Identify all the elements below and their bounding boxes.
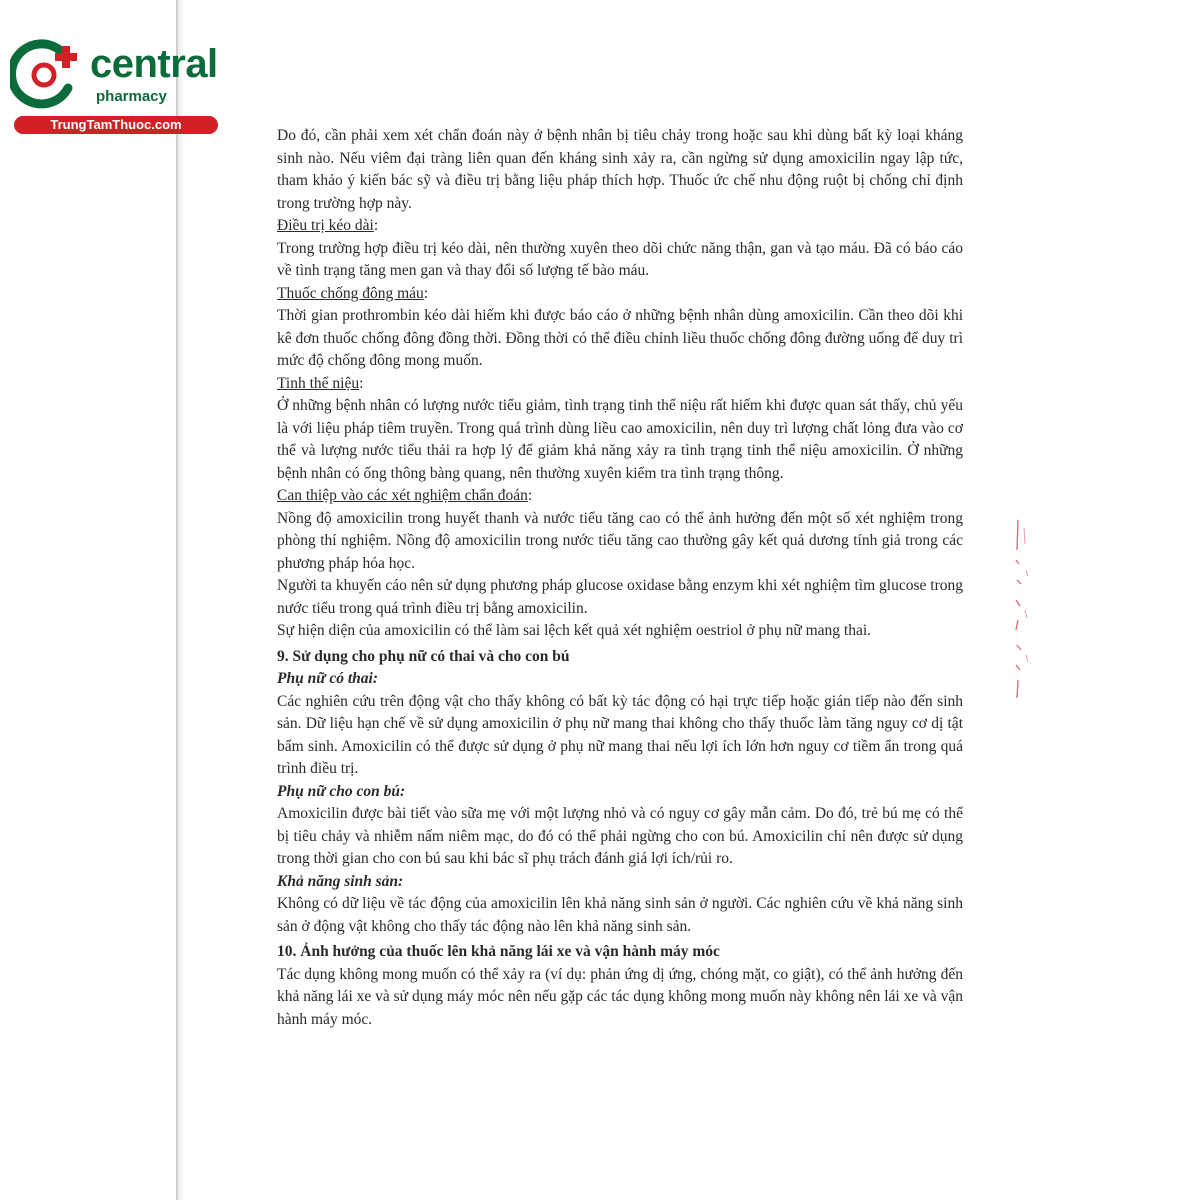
section-heading-crystalluria: Tinh thể niệu:	[277, 374, 364, 392]
central-pharmacy-logo-icon	[10, 38, 88, 110]
paragraph: Thời gian prothrombin kéo dài hiếm khi được báo cáo ở những bệnh nhân dùng amoxicilin. Cần theo dõi khi kê đơn thuốc chống đông đồng thời. Đồng thời có thể điều chỉnh liều thuốc chống đông đường uống để duy trì mức độ chống đông mong muốn.	[277, 307, 963, 369]
paragraph: Sự hiện diện của amoxicilin có thể làm sai lệch kết quả xét nghiệm oestriol ở phụ nữ mang thai.	[277, 622, 872, 639]
logo-subtitle: pharmacy	[96, 88, 167, 105]
logo-name: central	[90, 42, 218, 86]
paragraph: Trong trường hợp điều trị kéo dài, nên thường xuyên theo dõi chức năng thận, gan và tạo máu. Đã có báo cáo về tình trạng tăng men gan và thay đổi số lượng tế bào máu.	[277, 239, 963, 279]
scan-page-shadow	[178, 0, 184, 1200]
heading-text: Tinh thể niệu	[277, 374, 360, 392]
document-body	[277, 125, 963, 1031]
paragraph: Người ta khuyến cáo nên sử dụng phương pháp glucose oxidase bằng enzym khi xét nghiệm tìm glucose trong nước tiểu trong quá trình điều trị bằng amoxicilin.	[277, 577, 963, 617]
paragraph: Các nghiên cứu trên động vật cho thấy không có bất kỳ tác động có hại trực tiếp hoặc gián tiếp nào đến sinh sản. Dữ liệu hạn chế về sử dụng amoxicilin ở phụ nữ mang thai không cho thấy thuốc làm tăng nguy cơ dị tật bẩm sinh. Amoxicilin có thể được sử dụng ở phụ nữ mang thai nếu lợi ích lớn hơn nguy cơ tiềm ẩn trong quá trình điều trị.	[277, 692, 963, 777]
section-heading-anticoagulants: Thuốc chống đông máu:	[277, 284, 429, 302]
paragraph: Amoxicilin được bài tiết vào sữa mẹ với một lượng nhỏ và có nguy cơ gây mẫn cảm. Do đó, trẻ bú mẹ có thể bị tiêu chảy và nhiễm nấm niêm mạc, do đó có thể phải ngừng cho con bú. Amoxicilin chỉ nên được sử dụng trong thời gian cho con bú sau khi bác sĩ phụ trách đánh giá lợi ích/rủi ro.	[277, 805, 963, 867]
red-stamp-mark	[1012, 520, 1034, 700]
heading-text: Can thiệp vào các xét nghiệm chẩn đoán	[277, 487, 528, 504]
logo-website: TrungTamThuoc.com	[14, 116, 218, 134]
paragraph: Nồng độ amoxicilin trong huyết thanh và nước tiểu tăng cao có thể ảnh hưởng đến một số xét nghiệm trong phòng thí nghiệm. Nồng độ amoxicilin trong nước tiểu tăng cao thường gây kết quả dương tính giả trong các phương pháp hóa học.	[277, 509, 963, 572]
paragraph: Do đó, cần phải xem xét chẩn đoán này ở bệnh nhân bị tiêu chảy trong hoặc sau khi dùng bất kỳ loại kháng sinh nào. Nếu viêm đại tràng liên quan đến kháng sinh xảy ra, cần ngừng sử dụng amoxicilin ngay lập tức, tham khảo ý kiến bác sỹ và điều trị bằng liệu pháp thích hợp. Thuốc ức chế nhu động ruột bị chống chỉ định trong trường hợp này.	[277, 127, 963, 212]
section-heading-lab-interference: Can thiệp vào các xét nghiệm chẩn đoán:	[277, 487, 533, 504]
heading-text: Thuốc chống đông máu	[277, 284, 424, 302]
heading-text: Điều trị kéo dài	[277, 217, 374, 234]
paragraph: Ở những bệnh nhân có lượng nước tiểu giảm, tình trạng tinh thể niệu rất hiếm khi được quan sát thấy, chủ yếu là với liệu pháp tiêm truyền. Trong quá trình dùng liều cao amoxicilin, nên duy trì lượng chất lỏng đưa vào cơ thể và lượng nước tiểu thải ra hợp lý để giảm khả năng xảy ra tình trạng tinh thể niệu amoxicilin. Ở những bệnh nhân có ống thông bàng quang, nên thường xuyên kiểm tra tình trạng thông.	[277, 397, 963, 482]
subheading-pregnancy: Phụ nữ có thai:	[277, 670, 379, 687]
subheading-breastfeeding: Phụ nữ cho con bú:	[277, 782, 406, 800]
paragraph: Không có dữ liệu về tác động của amoxicilin lên khả năng sinh sản ở người. Các nghiên cứu về khả năng sinh sản ở động vật không cho thấy tác động nào lên khả năng sinh sản.	[277, 895, 963, 935]
paragraph: Tác dụng không mong muốn có thể xảy ra (ví dụ: phản ứng dị ứng, chóng mặt, co giật), có thể ảnh hưởng đến khả năng lái xe và sử dụng máy móc nên nếu gặp các tác dụng không mong muốn này không nên lái xe và vận hành máy móc.	[277, 965, 963, 1028]
section-heading-10: 10. Ảnh hưởng của thuốc lên khả năng lái xe và vận hành máy móc	[277, 943, 720, 960]
section-heading-prolonged-treatment: Điều trị kéo dài:	[277, 217, 379, 234]
pharmacy-logo[interactable]	[8, 36, 218, 136]
section-heading-9: 9. Sử dụng cho phụ nữ có thai và cho con bú	[277, 647, 570, 665]
subheading-fertility: Khả năng sinh sản:	[277, 872, 404, 890]
